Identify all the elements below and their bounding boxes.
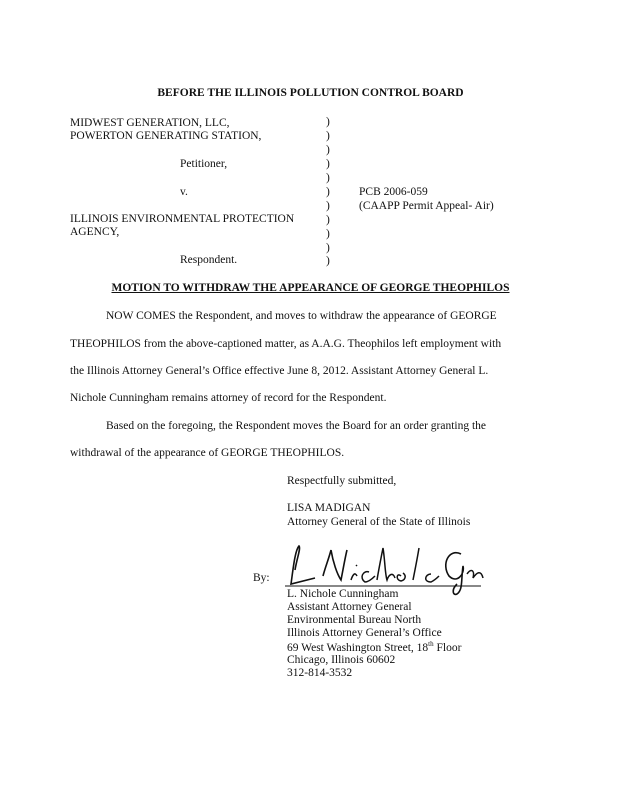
petitioner-name-line-1: MIDWEST GENERATION, LLC, [70, 117, 230, 129]
case-number: PCB 2006-059 [359, 186, 428, 198]
office-name: Illinois Attorney General’s Office [287, 627, 442, 639]
caption-paren: ) [326, 200, 330, 212]
paragraph-1-line-2: THEOPHILOS from the above-captioned matter, as A.A.G. Theophilos left employment with [70, 338, 502, 350]
street-address-suffix: th [428, 640, 434, 648]
attorney-general-name: LISA MADIGAN [287, 502, 371, 514]
closing-text: Respectfully submitted, [287, 475, 397, 487]
motion-title: MOTION TO WITHDRAW THE APPEARANCE OF GEORGE THEOPHILOS [111, 282, 510, 294]
case-type: (CAAPP Permit Appeal- Air) [359, 200, 494, 212]
caption-paren: ) [326, 255, 330, 267]
signer-name: L. Nichole Cunningham [287, 588, 399, 600]
petitioner-role: Petitioner, [180, 158, 228, 170]
respondent-name-line-1: ILLINOIS ENVIRONMENTAL PROTECTION [70, 213, 295, 225]
caption-paren: ) [326, 144, 330, 156]
paragraph-1-line-3: the Illinois Attorney General’s Office effective June 8, 2012. Assistant Attorney General L. [70, 365, 489, 377]
phone-number: 312-814-3532 [287, 667, 353, 679]
respondent-name-line-2: AGENCY, [70, 226, 120, 238]
caption-paren: ) [326, 172, 330, 184]
paragraph-1-line-1: NOW COMES the Respondent, and moves to withdraw the appearance of GEORGE [106, 310, 497, 322]
bureau-name: Environmental Bureau North [287, 614, 422, 626]
caption-paren: ) [326, 116, 330, 128]
versus-label: v. [180, 186, 188, 198]
caption-paren: ) [326, 186, 330, 198]
paragraph-2-line-1: Based on the foregoing, the Respondent moves the Board for an order granting the [106, 420, 487, 432]
street-address [287, 640, 461, 654]
street-address-text: 69 West Washington Street, 18 [287, 641, 429, 654]
petitioner-name-line-2: POWERTON GENERATING STATION, [70, 130, 262, 142]
caption-paren: ) [326, 228, 330, 240]
city-state-zip: Chicago, Illinois 60602 [287, 654, 396, 666]
caption-paren: ) [326, 158, 330, 170]
respondent-role: Respondent. [180, 254, 238, 266]
caption-paren: ) [326, 130, 330, 142]
board-heading: BEFORE THE ILLINOIS POLLUTION CONTROL BOARD [157, 87, 464, 99]
paragraph-1-line-4: Nichole Cunningham remains attorney of record for the Respondent. [70, 392, 387, 404]
attorney-general-title: Attorney General of the State of Illinois [287, 516, 471, 528]
signer-title: Assistant Attorney General [287, 601, 412, 613]
street-address-floor: Floor [433, 641, 462, 654]
caption-paren: ) [326, 214, 330, 226]
by-label: By: [253, 572, 270, 584]
paragraph-2-line-2: withdrawal of the appearance of GEORGE THEOPHILOS. [70, 447, 345, 459]
caption-paren: ) [326, 242, 330, 254]
